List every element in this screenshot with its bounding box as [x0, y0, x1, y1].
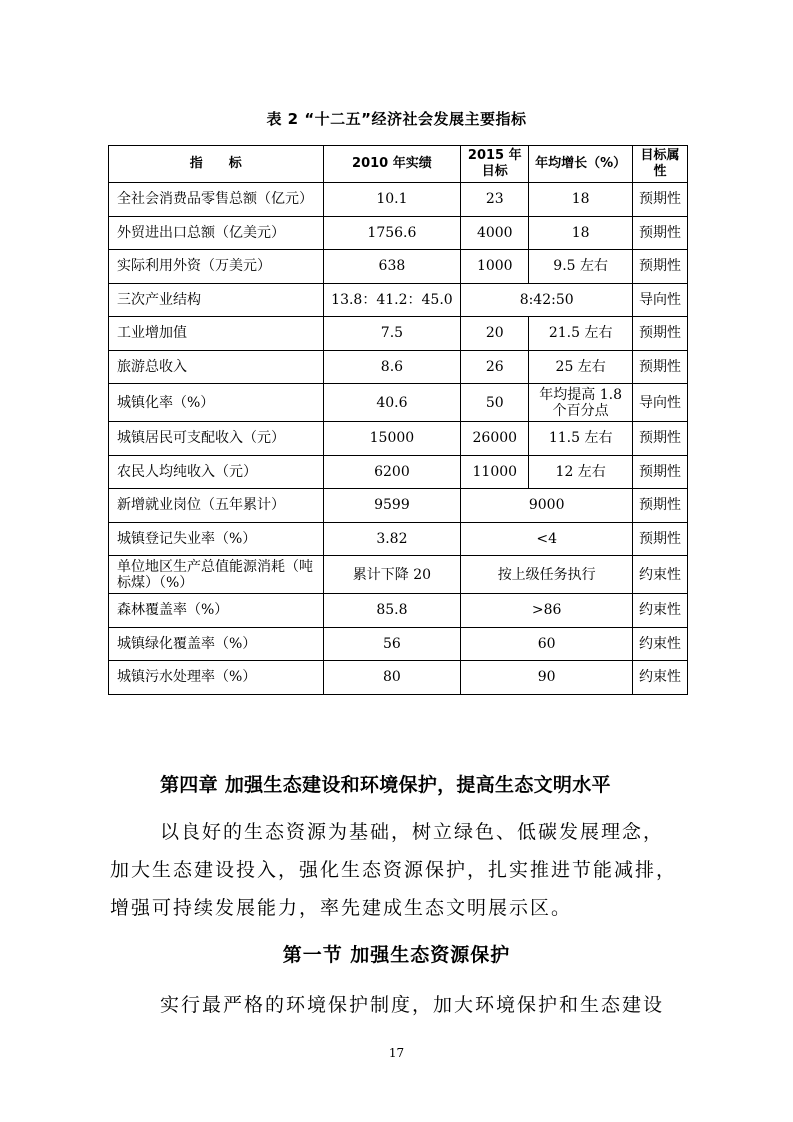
table-row: [109, 594, 688, 628]
table-row: [109, 250, 688, 284]
value-2010: 15000: [323, 422, 461, 456]
value-2015: 11000: [461, 455, 529, 489]
value-2010: 638: [323, 250, 461, 284]
growth-value: 25 左右: [529, 350, 633, 384]
table-row: [109, 627, 688, 661]
table-row: [109, 489, 688, 523]
target-merged: <4: [461, 522, 633, 556]
value-2010: 累计下降 20: [323, 556, 461, 594]
table-row: [109, 216, 688, 250]
indicator-name: 单位地区生产总值能源消耗（吨标煤）（%）: [109, 556, 324, 594]
value-2015: 4000: [461, 216, 529, 250]
table-row: [109, 283, 688, 317]
table-row: [109, 350, 688, 384]
value-2010: 6200: [323, 455, 461, 489]
indicator-table: [108, 145, 688, 695]
value-2015: 50: [461, 384, 529, 422]
value-2010: 8.6: [323, 350, 461, 384]
indicator-name: 新增就业岗位（五年累计）: [109, 489, 324, 523]
value-2010: 80: [323, 661, 461, 695]
value-2015: 1000: [461, 250, 529, 284]
value-2010: 1756.6: [323, 216, 461, 250]
chapter-title: 第四章 加强生态建设和环境保护，提高生态文明水平: [160, 774, 611, 796]
growth-value: 年均提高 1.8 个百分点: [529, 384, 633, 422]
target-merged: >86: [461, 594, 633, 628]
intro-line-3: 增强可持续发展能力，率先建成生态文明展示区。: [110, 897, 573, 919]
target-merged: 按上级任务执行: [461, 556, 633, 594]
indicator-name: 三次产业结构: [109, 283, 324, 317]
section-title: 第一节 加强生态资源保护: [282, 944, 511, 966]
attribute-value: 预期性: [633, 455, 688, 489]
attribute-value: 预期性: [633, 317, 688, 351]
attribute-value: 约束性: [633, 594, 688, 628]
indicator-name: 全社会消费品零售总额（亿元）: [109, 183, 324, 217]
header-2010: 2010 年实绩: [323, 146, 461, 183]
table-row: [109, 183, 688, 217]
intro-line-2: 加大生态建设投入，强化生态资源保护，扎实推进节能减排，: [110, 859, 678, 881]
growth-value: 11.5 左右: [529, 422, 633, 456]
value-2010: 10.1: [323, 183, 461, 217]
value-2010: 85.8: [323, 594, 461, 628]
value-2010: 13.8：41.2：45.0: [323, 283, 461, 317]
indicator-name: 城镇化率（%）: [109, 384, 324, 422]
header-growth: 年均增长（%）: [529, 146, 633, 183]
attribute-value: 预期性: [633, 489, 688, 523]
indicator-name: 工业增加值: [109, 317, 324, 351]
value-2010: 56: [323, 627, 461, 661]
table-row: [109, 661, 688, 695]
page-number: 17: [388, 1046, 405, 1060]
table-row: [109, 455, 688, 489]
growth-value: 12 左右: [529, 455, 633, 489]
growth-value: 21.5 左右: [529, 317, 633, 351]
target-merged: 8:42:50: [461, 283, 633, 317]
indicator-name: 城镇居民可支配收入（元）: [109, 422, 324, 456]
attribute-value: 约束性: [633, 556, 688, 594]
growth-value: 9.5 左右: [529, 250, 633, 284]
value-2010: 3.82: [323, 522, 461, 556]
target-merged: 90: [461, 661, 633, 695]
value-2010: 9599: [323, 489, 461, 523]
target-merged: 60: [461, 627, 633, 661]
indicator-name: 城镇登记失业率（%）: [109, 522, 324, 556]
table-row: [109, 556, 688, 594]
attribute-value: 预期性: [633, 216, 688, 250]
growth-value: 18: [529, 216, 633, 250]
indicator-name: 农民人均纯收入（元）: [109, 455, 324, 489]
header-attr: 目标属性: [633, 146, 688, 183]
value-2015: 26000: [461, 422, 529, 456]
attribute-value: 约束性: [633, 661, 688, 695]
indicator-name: 城镇污水处理率（%）: [109, 661, 324, 695]
header-2015: 2015 年目标: [461, 146, 529, 183]
value-2010: 40.6: [323, 384, 461, 422]
table-row: [109, 522, 688, 556]
attribute-value: 预期性: [633, 350, 688, 384]
indicator-name: 外贸进出口总额（亿美元）: [109, 216, 324, 250]
indicator-name: 城镇绿化覆盖率（%）: [109, 627, 324, 661]
value-2015: 23: [461, 183, 529, 217]
section-body-line: 实行最严格的环境保护制度，加大环境保护和生态建设: [160, 994, 665, 1016]
intro-line-1: 以良好的生态资源为基础，树立绿色、低碳发展理念，: [160, 821, 665, 843]
attribute-value: 预期性: [633, 522, 688, 556]
indicator-name: 实际利用外资（万美元）: [109, 250, 324, 284]
indicator-name: 旅游总收入: [109, 350, 324, 384]
header-indicator: 指 标: [109, 146, 324, 183]
attribute-value: 约束性: [633, 627, 688, 661]
table-row: [109, 384, 688, 422]
table-header-row: [109, 146, 688, 183]
attribute-value: 导向性: [633, 384, 688, 422]
table-row: [109, 422, 688, 456]
value-2015: 20: [461, 317, 529, 351]
value-2010: 7.5: [323, 317, 461, 351]
value-2015: 26: [461, 350, 529, 384]
attribute-value: 预期性: [633, 422, 688, 456]
attribute-value: 预期性: [633, 250, 688, 284]
attribute-value: 导向性: [633, 283, 688, 317]
attribute-value: 预期性: [633, 183, 688, 217]
indicator-name: 森林覆盖率（%）: [109, 594, 324, 628]
table-row: [109, 317, 688, 351]
growth-value: 18: [529, 183, 633, 217]
target-merged: 9000: [461, 489, 633, 523]
table-title: 表 2 “十二五”经济社会发展主要指标: [266, 110, 527, 128]
